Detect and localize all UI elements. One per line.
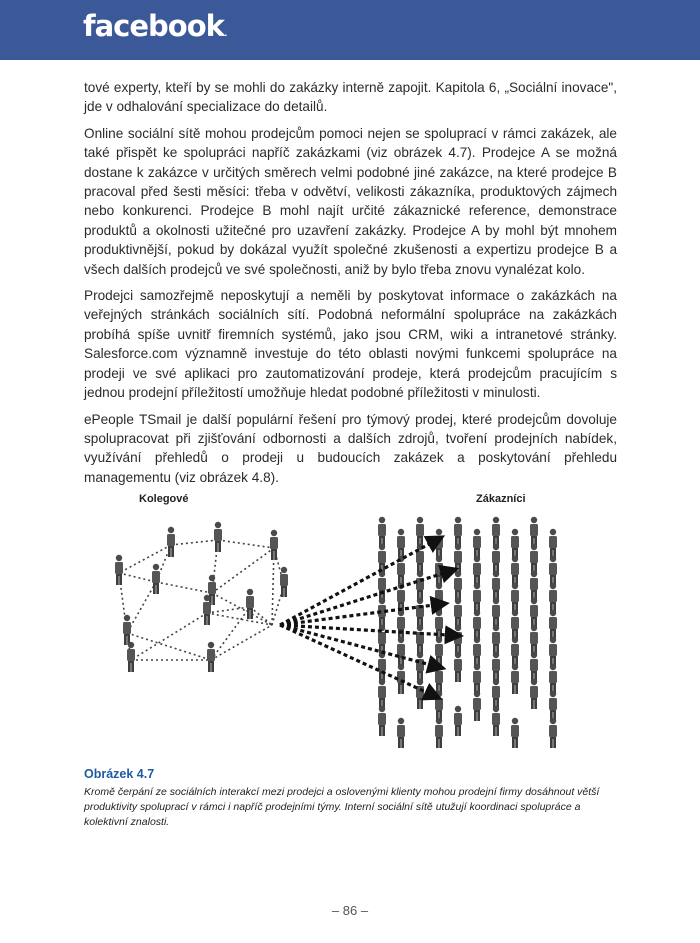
customer-figure <box>454 706 462 736</box>
customer-figure <box>435 529 443 559</box>
arrow <box>280 625 431 665</box>
colleague-figure <box>152 564 160 594</box>
customer-figure <box>454 517 462 547</box>
customer-figure <box>511 529 519 559</box>
customer-figure <box>549 583 557 613</box>
colleague-link <box>119 545 171 573</box>
customer-figure <box>492 544 500 574</box>
customer-figure <box>549 556 557 586</box>
colleague-figure <box>280 567 288 597</box>
customer-figure <box>492 679 500 709</box>
customer-figure <box>378 706 386 736</box>
customer-figure <box>435 583 443 613</box>
customer-figure <box>530 625 538 655</box>
customer-figure <box>435 718 443 748</box>
colleague-link <box>127 633 211 660</box>
customer-figure <box>530 652 538 682</box>
arrow <box>280 625 428 693</box>
colleague-link <box>171 540 218 545</box>
colleague-link <box>211 625 272 660</box>
customer-figure <box>454 544 462 574</box>
customer-figure <box>435 637 443 667</box>
figure-caption-title: Obrázek 4.7 <box>84 767 155 781</box>
customer-figure <box>435 556 443 586</box>
customer-figure <box>549 691 557 721</box>
colleague-link <box>127 582 156 633</box>
customer-figure <box>378 571 386 601</box>
colleague-link <box>119 573 156 582</box>
customer-figure <box>492 706 500 736</box>
customer-figure <box>378 652 386 682</box>
colleague-figure <box>167 527 175 557</box>
paragraph: Prodejci samozřejmě neposkytují a neměli by poskytovat informace o zakázkách na veřejných stránkách sociálních sítí. Podobná neformální spolupráce na zakázkách probíhá spíše uvnitř firemních systémů, jako jsou CRM, wiki a intranetové stránky. Salesforce.com významně investuje do této oblasti novými funkcemi spolupráce na prodeji ve své aplikaci pro zautomatizování prodeje, která prodejcům pracujícím s jednou prodejní příležitostí umožňuje hledat podobné příležitosti v minulosti. <box>84 288 617 401</box>
customer-figure <box>511 556 519 586</box>
customer-figure <box>435 664 443 694</box>
customer-figure <box>397 637 405 667</box>
colleague-links <box>119 540 284 660</box>
paragraph: ePeople TSmail je další populární řešení pro týmový prodej, které prodejcům dovoluje spolupracovat při zjišťování odbornosti a dalších zdrojů, tvoření prodejních nabídek, využívání přehledů o prodeji u budoucích zakázek a poskytování přehledu managementu (viz obrázek 4.8). <box>84 411 617 485</box>
customer-figure <box>492 625 500 655</box>
customer-figure <box>511 610 519 640</box>
customer-figure <box>530 544 538 574</box>
customer-figure <box>511 664 519 694</box>
customer-figure <box>378 679 386 709</box>
arrow <box>280 605 434 625</box>
customer-figure <box>473 610 481 640</box>
customer-figure <box>473 556 481 586</box>
colleague-figure <box>127 642 135 672</box>
figure-label-customers: Zákazníci <box>476 493 526 505</box>
customer-figure <box>530 679 538 709</box>
colleague-link <box>156 582 212 593</box>
customer-figure <box>416 679 424 709</box>
customer-figure <box>549 610 557 640</box>
people-group <box>115 517 557 748</box>
network-illustration <box>84 505 604 760</box>
customer-figure <box>511 637 519 667</box>
customer-figure <box>416 571 424 601</box>
customer-figure <box>473 691 481 721</box>
customer-figure <box>416 517 424 547</box>
paragraph: Online sociální sítě mohou prodejcům pomoci nejen se spoluprací v rámci zakázek, ale také přispět ke spolupráci napříč zakázkami (viz obrázek 4.7). Prodejce A se možná dostane k zakázce v určitých směrech velmi podobné jiné zakázce, na které prodejce B pracoval před šesti měsíci: třeba v odvětví, velikosti zákazníka, produktových zájmech nebo konkurenci. Prodejce B mohl najít určité zákaznické reference, demonstrace produktů a okolnosti užitečné pro uzavření zakázky. Prodejce A by mohl být mnohem produktivnější, pokud by dokázal využít společné zkušenosti a expertizu prodejce B a všech dalších prodejců ve své společnosti, aniž by bylo třeba znovu vynalézat kolo. <box>84 125 617 277</box>
customer-figure <box>549 637 557 667</box>
customer-figure <box>492 517 500 547</box>
paragraph: tové experty, kteří by se mohli do zakázky interně zapojit. Kapitola 6, „Sociální inovace", jde v odhalování specializace do detailů. <box>84 80 617 115</box>
figure-label-colleagues: Kolegové <box>139 493 189 505</box>
customer-figure <box>397 718 405 748</box>
colleague-figure <box>208 575 216 605</box>
colleague-figure <box>270 530 278 560</box>
colleague-figure <box>115 555 123 585</box>
customer-figure <box>549 664 557 694</box>
customer-figure <box>416 625 424 655</box>
customer-figure <box>530 517 538 547</box>
customer-figure <box>511 718 519 748</box>
colleague-figure <box>214 522 222 552</box>
customer-figure <box>454 652 462 682</box>
colleague-link <box>250 607 272 625</box>
customer-figure <box>473 529 481 559</box>
colleague-link <box>218 540 274 548</box>
customer-figure <box>435 691 443 721</box>
colleague-figure <box>123 615 131 645</box>
customer-figure <box>530 571 538 601</box>
customer-figure <box>378 517 386 547</box>
customer-figure <box>454 625 462 655</box>
colleague-link <box>212 548 274 593</box>
customer-figure <box>492 571 500 601</box>
page-number: – 86 – <box>331 903 369 918</box>
customer-figure <box>397 610 405 640</box>
colleague-link <box>131 613 207 660</box>
customer-figure <box>397 529 405 559</box>
customer-figure <box>473 664 481 694</box>
body-text <box>84 78 617 494</box>
customer-figure <box>549 529 557 559</box>
facebook-logo: facebook. <box>83 9 228 43</box>
customer-figure <box>454 598 462 628</box>
customer-figure <box>473 637 481 667</box>
customer-figure <box>492 598 500 628</box>
figure-caption-text: Kromě čerpání ze sociálních interakcí mezi prodejci a oslovenými klienty mohou prodejní firmy dosáhnout větší produktivity spoluprací v rámci i napříč prodejními týmy. Interní sociální sítě utužují koordinaci spolupráce a kolektivní znalosti. <box>84 786 600 828</box>
colleague-figure <box>203 595 211 625</box>
customer-figure <box>511 583 519 613</box>
customer-figure <box>454 571 462 601</box>
customer-figure <box>416 652 424 682</box>
customer-figure <box>473 583 481 613</box>
page-header <box>0 0 700 60</box>
customer-figure <box>416 598 424 628</box>
colleague-figure <box>246 589 254 619</box>
customer-figure <box>549 718 557 748</box>
customer-figure <box>530 598 538 628</box>
customer-figure <box>492 652 500 682</box>
colleague-figure <box>207 642 215 672</box>
